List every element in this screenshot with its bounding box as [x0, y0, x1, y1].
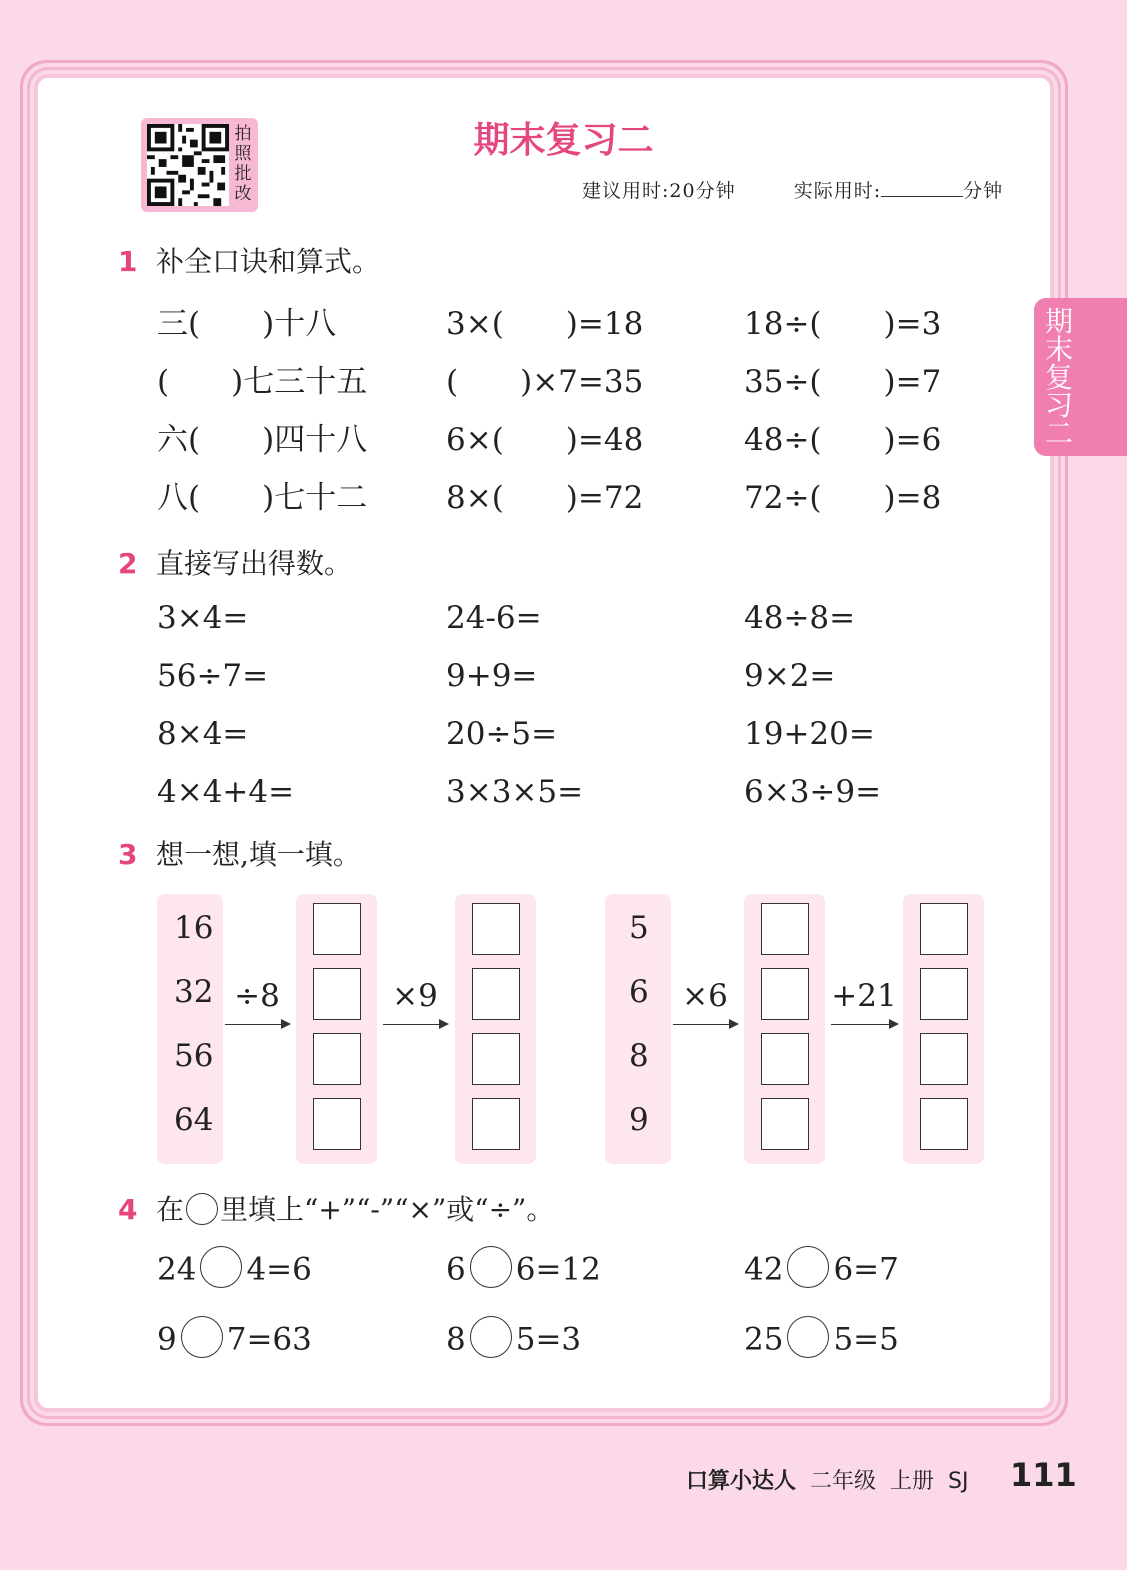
question-instruction: 想一想,填一填。: [156, 838, 361, 871]
footer-book-info: [686, 1464, 968, 1495]
calc-item[interactable]: 3×4=: [157, 600, 249, 636]
calc-item[interactable]: 48÷8=: [744, 600, 856, 636]
answer-box[interactable]: [920, 1033, 968, 1085]
question-instruction: 直接写出得数。: [156, 547, 353, 580]
operation-label: +21: [831, 978, 897, 1014]
question-number: 2: [118, 547, 138, 580]
fill-blank-item[interactable]: 三( )十八: [157, 306, 337, 342]
question-number: 4: [118, 1193, 138, 1226]
operator-circle[interactable]: [470, 1316, 512, 1358]
operator-circle[interactable]: [787, 1246, 829, 1288]
timing-info: [582, 176, 1003, 203]
fill-blank-item[interactable]: 八( )七十二: [157, 480, 368, 516]
right-expression: 6=12: [515, 1251, 601, 1288]
answer-box[interactable]: [761, 968, 809, 1020]
fill-blank-item[interactable]: 35÷( )=7: [744, 364, 942, 400]
calc-item[interactable]: 9×2=: [744, 658, 836, 694]
book-title: 口算小达人: [686, 1469, 797, 1494]
side-tab: [1034, 298, 1127, 456]
question-instruction: 补全口诀和算式。: [156, 245, 381, 278]
answer-box[interactable]: [472, 1098, 520, 1150]
answer-box[interactable]: [920, 968, 968, 1020]
question-number: 3: [118, 838, 138, 871]
arrow-icon: [439, 1019, 449, 1029]
left-operand: 25: [744, 1321, 784, 1358]
right-expression: 5=3: [515, 1321, 582, 1358]
arrow-icon: [889, 1019, 899, 1029]
operation-label: ×6: [682, 978, 728, 1014]
answer-box[interactable]: [920, 903, 968, 955]
operation-label: ×9: [392, 978, 438, 1014]
fill-blank-item[interactable]: 3×( )=18: [446, 306, 644, 342]
operator-fill-item: [446, 1250, 601, 1292]
input-number: 32: [174, 974, 214, 1010]
actual-time-label: 实际用时:: [793, 180, 882, 202]
calc-item[interactable]: 6×3÷9=: [744, 774, 882, 810]
operation-label: ÷8: [234, 978, 280, 1014]
answer-box[interactable]: [313, 1033, 361, 1085]
question-4-heading: [118, 1188, 554, 1228]
operator-circle[interactable]: [470, 1246, 512, 1288]
input-number: 16: [174, 910, 214, 946]
fill-blank-item[interactable]: ( )七三十五: [157, 364, 368, 400]
question-instruction-post: 里填上“+”“-”“×”或“÷”。: [220, 1193, 555, 1226]
operator-fill-item: [744, 1320, 899, 1362]
right-expression: 4=6: [246, 1251, 312, 1288]
right-expression: 5=5: [833, 1321, 899, 1358]
fill-blank-item[interactable]: 6×( )=48: [446, 422, 644, 458]
answer-box[interactable]: [313, 968, 361, 1020]
input-number: 64: [174, 1102, 214, 1138]
answer-box[interactable]: [313, 903, 361, 955]
fill-blank-item[interactable]: 18÷( )=3: [744, 306, 942, 342]
operator-circle[interactable]: [181, 1316, 223, 1358]
actual-time-blank[interactable]: [881, 180, 963, 197]
operator-circle[interactable]: [787, 1316, 829, 1358]
answer-box[interactable]: [761, 1098, 809, 1150]
fill-blank-item[interactable]: 六( )四十八: [157, 422, 368, 458]
input-number: 5: [629, 910, 649, 946]
calc-item[interactable]: 20÷5=: [446, 716, 558, 752]
arrow-icon: [729, 1019, 739, 1029]
answer-box[interactable]: [761, 1033, 809, 1085]
book-grade: 二年级 上册 SJ: [810, 1469, 969, 1494]
side-tab-label: 期末复习二: [1044, 305, 1073, 450]
calc-item[interactable]: 24-6=: [446, 600, 542, 636]
answer-box[interactable]: [313, 1098, 361, 1150]
operator-fill-item: [446, 1320, 581, 1362]
left-operand: 6: [446, 1251, 466, 1288]
actual-time-unit: 分钟: [963, 180, 1004, 202]
left-operand: 8: [446, 1321, 466, 1358]
question-2-heading: [118, 542, 352, 582]
answer-box[interactable]: [920, 1098, 968, 1150]
question-3-heading: [118, 833, 361, 873]
circle-icon: [186, 1193, 218, 1225]
calc-item[interactable]: 9+9=: [446, 658, 538, 694]
operator-fill-item: [157, 1320, 312, 1362]
input-number: 6: [629, 974, 649, 1010]
left-operand: 9: [157, 1321, 177, 1358]
fill-blank-item[interactable]: 8×( )=72: [446, 480, 644, 516]
question-number: 1: [118, 245, 138, 278]
operator-fill-item: [157, 1250, 312, 1292]
right-expression: 6=7: [833, 1251, 899, 1288]
fill-blank-item[interactable]: ( )×7=35: [446, 364, 644, 400]
page-number: 111: [1010, 1456, 1077, 1494]
answer-box[interactable]: [472, 903, 520, 955]
answer-box[interactable]: [761, 903, 809, 955]
suggested-time: 建议用时:20分钟: [582, 180, 736, 202]
left-operand: 42: [744, 1251, 784, 1288]
calc-item[interactable]: 3×3×5=: [446, 774, 584, 810]
page-title: 期末复习二: [473, 120, 654, 161]
input-number: 56: [174, 1038, 214, 1074]
right-expression: 7=63: [226, 1321, 312, 1358]
calc-item[interactable]: 8×4=: [157, 716, 249, 752]
question-instruction-pre: 在: [156, 1193, 185, 1226]
fill-blank-item[interactable]: 72÷( )=8: [744, 480, 942, 516]
calc-item[interactable]: 19+20=: [744, 716, 875, 752]
qr-label: 拍照批改: [234, 124, 252, 204]
answer-box[interactable]: [472, 968, 520, 1020]
arrow-icon: [281, 1019, 291, 1029]
input-number: 9: [629, 1102, 649, 1138]
fill-blank-item[interactable]: 48÷( )=6: [744, 422, 942, 458]
input-number: 8: [629, 1038, 649, 1074]
calc-item[interactable]: 56÷7=: [157, 658, 269, 694]
operator-circle[interactable]: [200, 1246, 242, 1288]
left-operand: 24: [157, 1251, 197, 1288]
question-1-heading: [118, 240, 380, 280]
calc-item[interactable]: 4×4+4=: [157, 774, 295, 810]
answer-box[interactable]: [472, 1033, 520, 1085]
operator-fill-item: [744, 1250, 899, 1292]
